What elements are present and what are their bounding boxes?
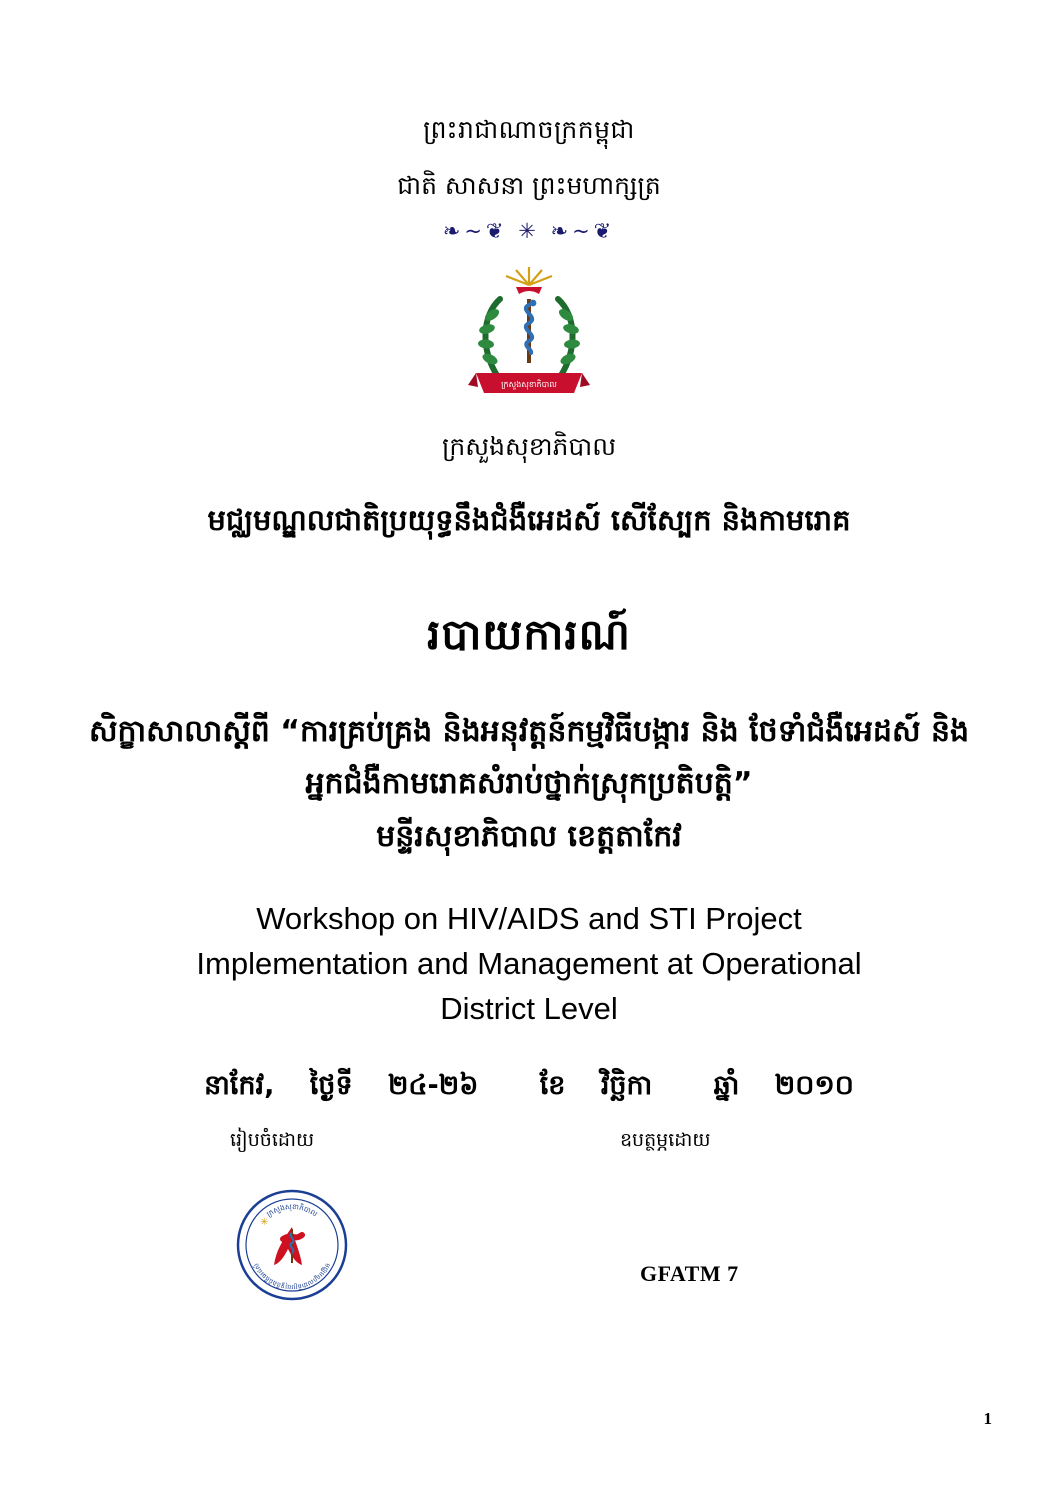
organized-by-label: រៀបចំដោយ	[230, 1129, 315, 1152]
funder-label: GFATM 7	[640, 1261, 739, 1287]
ministry-name: ក្រសួងសុខាភិបាល	[441, 431, 617, 461]
date-year: ២០១០	[774, 1070, 854, 1101]
event-date-line	[0, 1066, 1058, 1105]
svg-text:មជ្ឈមណ្ឌលជាតិប្រយុទ្ធនឹងជំងឺអេ: មជ្ឈមណ្ឌលជាតិប្រយុទ្ធនឹងជំងឺអេដស៍	[252, 1261, 332, 1292]
workshop-title-khmer-line3: មន្ទីរសុខាភិបាល ខេត្តតាកែវ	[376, 818, 682, 854]
report-title: របាយការណ៍	[427, 609, 631, 659]
svg-text:ក្រសួងសុខាភិបាល: ក្រសួងសុខាភិបាល	[264, 1202, 320, 1219]
nchads-aids-ribbon-logo-icon	[236, 1189, 348, 1301]
workshop-title-khmer-line1: សិក្ខាសាលាស្ដីពី “ការគ្រប់គ្រង និងអនុវត្តន៍កម្មវិធីបង្ការ និង	[88, 713, 739, 749]
supported-by-label: ឧបត្ថម្ភដោយ	[620, 1129, 711, 1152]
workshop-title-khmer-line2: ថែទាំជំងឺអេដស៍ និងអ្នកជំងឺកាមរោគសំរាប់ថ្នាក់ស្រុកប្រតិបត្តិ”	[305, 713, 970, 802]
national-motto: ជាតិ សាសនា ព្រះមហាក្សត្រ	[397, 171, 661, 201]
date-day-label: ថ្ងៃទី	[309, 1070, 353, 1101]
svg-text:ក្រសួងសុខាភិបាល: ក្រសួងសុខាភិបាល	[501, 379, 557, 389]
date-month: វិច្ឆិកា	[600, 1070, 653, 1101]
svg-text:✳: ✳	[260, 1217, 269, 1229]
date-month-label: ខែ	[539, 1070, 566, 1101]
workshop-title-english-line1: Workshop on HIV/AIDS and STI Project	[256, 901, 802, 937]
page-number: 1	[983, 1409, 992, 1428]
workshop-title-english-line3: District Level	[440, 991, 618, 1027]
date-year-label: ឆ្នាំ	[713, 1070, 740, 1101]
workshop-title-english	[0, 897, 1058, 1032]
workshop-title-khmer	[0, 706, 1058, 864]
event-place: នាកែវ,	[204, 1070, 275, 1101]
emblem-container	[0, 265, 1058, 405]
date-days: ២៤-២៦	[388, 1070, 479, 1101]
footer-area	[0, 1179, 1058, 1329]
kingdom-heading: ព្រះរាជាណាចក្រកម្ពុជា	[423, 115, 635, 144]
national-center-name: មជ្ឈមណ្ឌលជាតិប្រយុទ្ធនឹងជំងឺអេដស៍ សើស្បែក និងកាមរោគ	[207, 502, 851, 537]
ornament-divider: ❧~❦ ✳ ❧~❦	[442, 218, 616, 243]
credits-row	[0, 1127, 1058, 1161]
cambodia-health-ministry-emblem-icon	[454, 265, 604, 405]
workshop-title-english-line2: Implementation and Management at Operational	[196, 946, 862, 982]
